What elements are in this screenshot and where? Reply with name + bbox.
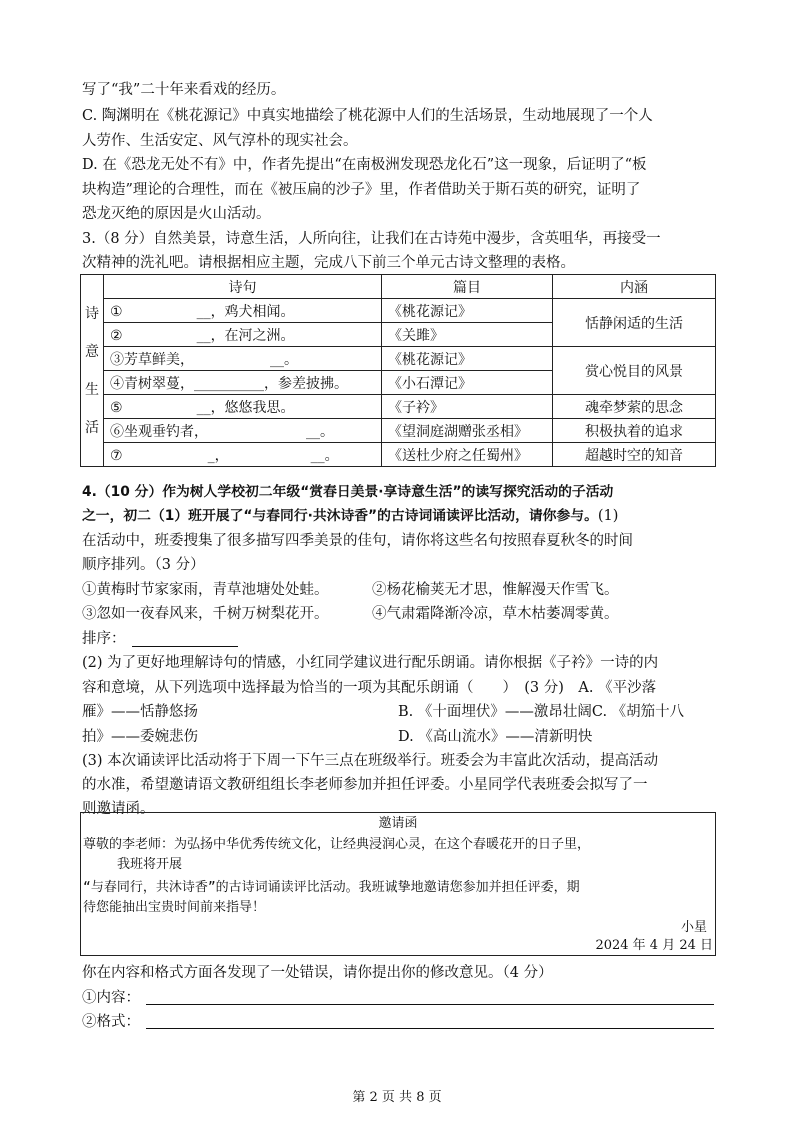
- text-line: (2) 为了更好地理解诗句的情感，小红同学建议进行配乐朗诵。请你根据《子衿》一诗的内: [82, 655, 659, 671]
- option-3: ③忽如一夜春风来，千树万树梨花开。: [82, 606, 329, 622]
- letter-line: 尊敬的李老师：为弘扬中华优秀传统文化，让经典浸润心灵，在这个春暖花开的日子里，: [83, 837, 591, 852]
- meaning-cell: 积极执着的追求: [553, 419, 716, 443]
- letter-signature: 小星: [680, 920, 707, 935]
- text-line: 在活动中，班委搜集了很多描写四季美景的佳句，请你将这些名句按照春夏秋冬的时间: [82, 533, 633, 549]
- content-answer-field[interactable]: [146, 1004, 714, 1005]
- text-line: C. 陶渊明在《桃花源记》中真实地描绘了桃花源中人们的生活场景，生动地展现了一个人: [82, 108, 653, 124]
- option-2: ②杨花榆荚无才思，惟解漫天作雪飞。: [372, 582, 619, 598]
- text-line: 的水准，希望邀请语文教研组组长李老师参加并担任评委。小星同学代表班委会拟写了一: [82, 777, 648, 793]
- text-line: 人劳作、生活安定、风气淳朴的现实社会。: [82, 133, 358, 149]
- format-answer-field[interactable]: [146, 1028, 714, 1029]
- question-3-instruction: 次精神的洗礼吧。请根据相应主题，完成八下前三个单元古诗文整理的表格。: [82, 255, 575, 271]
- meaning-cell: 超越时空的知音: [553, 443, 716, 467]
- table-row: ⑦ _， __。 《送杜少府之任蜀州》 超越时空的知音: [81, 443, 716, 467]
- meaning-cell: 魂牵梦萦的思念: [553, 395, 716, 419]
- choice-d: D. 《高山流水》——清新明快: [398, 729, 593, 745]
- page-footer: 第 2 页 共 8 页: [352, 1090, 442, 1105]
- table-side-label: 诗 意 生 活: [81, 275, 104, 467]
- table-row: ③芳草鲜美， __。 《桃花源记》 赏心悦目的风景: [81, 347, 716, 371]
- question-3-heading: 3.（8 分）自然美景，诗意生活，人所向往，让我们在古诗苑中漫步，含英咀华，再接受一: [82, 231, 661, 247]
- choice-b-c: B. 《十面埋伏》——激昂壮阔C. 《胡笳十八: [398, 704, 685, 720]
- question-4-heading-cont: 之一，初二（1）班开展了“与春同行·共沐诗香”的古诗词诵读评比活动，请你参与。(1): [82, 508, 619, 524]
- letter-line: “与春同行，共沐诗香”的古诗词诵读评比活动。我班诚挚地邀请您参加并担任评委，期: [83, 880, 580, 895]
- text-line: 顺序排列。（3 分）: [82, 557, 205, 573]
- text-line: (3) 本次诵读评比活动将于下周一下午三点在班级举行。班委会为丰富此次活动，提高活动: [82, 753, 659, 769]
- sort-answer-field[interactable]: [132, 646, 238, 647]
- text-line: D. 在《恐龙无处不有》中，作者先提出“在南极洲发现恐龙化石”这一现象，后证明了“板: [82, 157, 647, 173]
- text-line: 容和意境，从下列选项中选择最为恰当的一项为其配乐朗诵（ ） (3 分) A. 《平沙落: [82, 680, 657, 696]
- letter-date: 2024 年 4 月 24 日: [595, 938, 713, 953]
- sort-label: 排序：: [82, 631, 126, 647]
- text-line: 写了“我”二十年来看戏的经历。: [82, 82, 286, 98]
- text-line: 则邀请函。: [82, 801, 155, 817]
- table-row: ② __，在河之洲。 《关雎》: [81, 323, 716, 347]
- followup-prompt: 你在内容和格式方面各发现了一处错误，请你提出你的修改意见。（4 分）: [82, 965, 553, 981]
- table-row: ① __，鸡犬相闻。 《桃花源记》 恬静闲适的生活: [81, 299, 716, 323]
- text-line: 块构造”理论的合理性，而在《被压扁的沙子》里，作者借助关于斯石英的研究，证明了: [82, 182, 641, 198]
- content-label: ①内容：: [82, 990, 140, 1006]
- letter-line: 我班将开展: [117, 857, 183, 872]
- question-4-heading: 4.（10 分）作为树人学校初二年级“赏春日美景·享诗意生活”的读写探究活动的子活动: [82, 484, 614, 500]
- poem-table: [80, 274, 716, 467]
- choice-a: 雁》——恬静悠扬: [82, 704, 198, 720]
- letter-title: 邀请函: [378, 816, 418, 831]
- meaning-cell: 赏心悦目的风景: [553, 347, 716, 395]
- text-line: 恐龙灭绝的原因是火山活动。: [82, 206, 271, 222]
- table-row: ④青树翠蔓，__________，参差披拂。 《小石潭记》: [81, 371, 716, 395]
- choice-c-cont: 拍》——委婉悲伤: [82, 729, 198, 745]
- table-row: ⑤ __，悠悠我思。 《子衿》 魂牵梦萦的思念: [81, 395, 716, 419]
- invitation-letter: [80, 812, 716, 956]
- header-title: 篇目: [382, 275, 553, 299]
- option-1: ①黄梅时节家家雨，青草池塘处处蛙。: [82, 582, 329, 598]
- letter-line: 待您能抽出宝贵时间前来指导！: [83, 900, 266, 915]
- header-meaning: 内涵: [553, 275, 716, 299]
- format-label: ②格式：: [82, 1014, 140, 1030]
- meaning-cell: 恬静闲适的生活: [553, 299, 716, 347]
- header-poem-line: 诗句: [104, 275, 382, 299]
- option-4: ④气肃霜降渐冷凉，草木枯萎凋零黄。: [372, 606, 619, 622]
- table-row: ⑥坐观垂钓者， __。 《望洞庭湖赠张丞相》 积极执着的追求: [81, 419, 716, 443]
